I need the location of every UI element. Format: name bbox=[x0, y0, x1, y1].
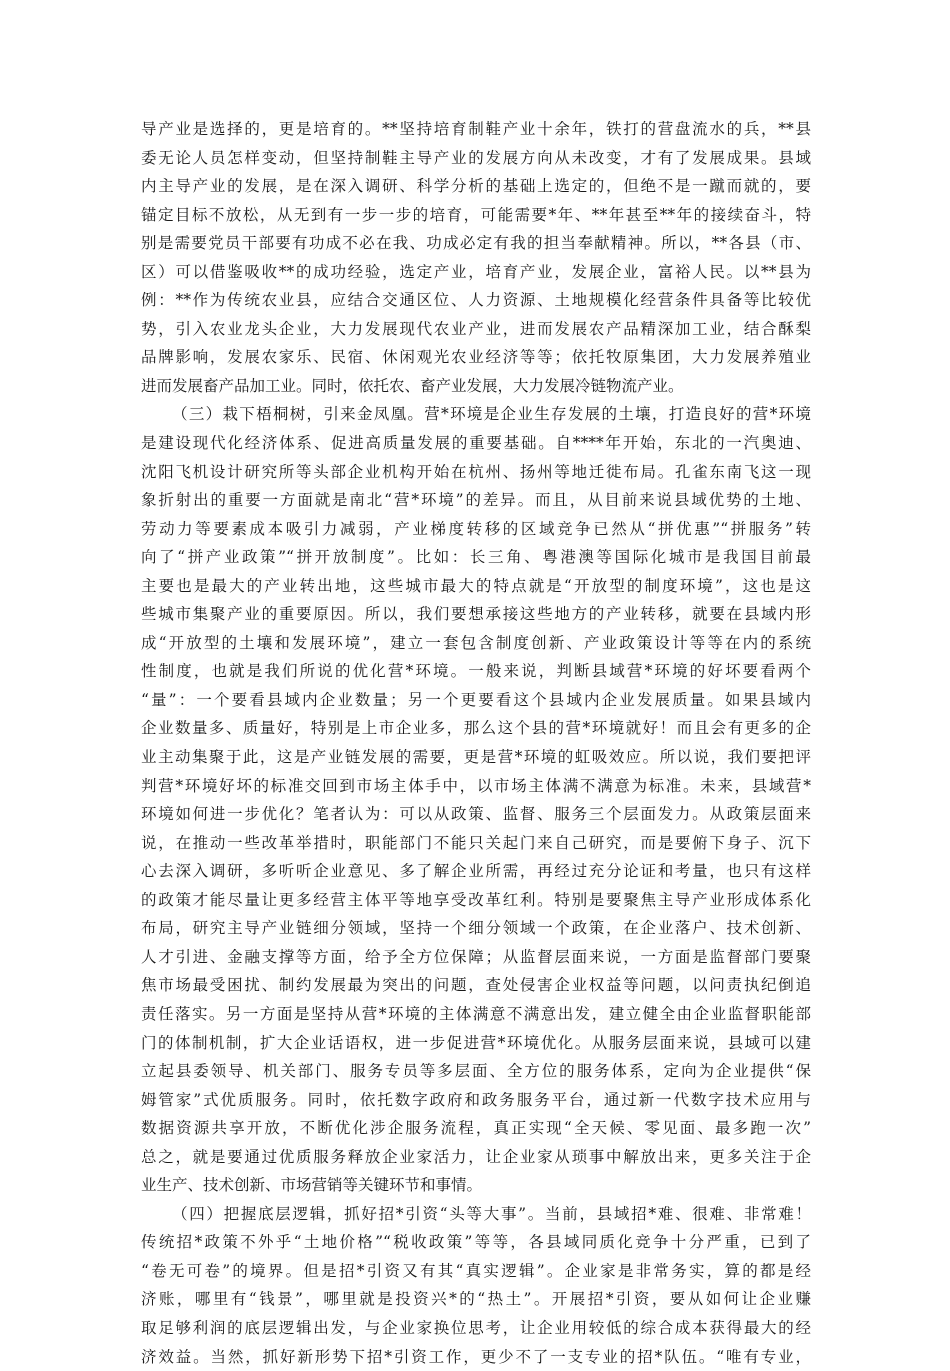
text-line: 进而发展畜产品加工业。同时，依托农、畜产业发展，大力发展冷链物流产业。 bbox=[141, 376, 684, 395]
text-line: 传统招*政策不外乎“土地价格”“税收政策”等等，各县域同质化竞争十分严重，已到了 bbox=[141, 1233, 811, 1252]
text-line: 内主导产业的发展，是在深入调研、科学分析的基础上选定的，但绝不是一蹴而就的，要 bbox=[141, 177, 811, 196]
text-line: 主要也是最大的产业转出地，这些城市最大的特点就是“开放型的制度环境”，这也是这 bbox=[141, 576, 811, 595]
text-line: 势，引入农业龙头企业，大力发展现代农业产业，进而发展农产品精深加工业，结合酥梨 bbox=[141, 319, 811, 338]
text-line: 济账，哪里有“钱景”，哪里就是投资兴*的“热土”。开展招*引资，要从如何让企业赚 bbox=[141, 1290, 811, 1309]
text-line: 成“开放型的土壤和发展环境”，建立一套包含制度创新、产业政策设计等等在内的系统 bbox=[141, 633, 811, 652]
text-line: 立起县委领导、机关部门、服务专员等多层面、全方位的服务体系，定向为企业提供“保 bbox=[141, 1062, 811, 1081]
text-line: 委无论人员怎样变动，但坚持制鞋主导产业的发展方向从未改变，才有了发展成果。县域 bbox=[141, 148, 811, 167]
text-line: 取足够利润的底层逻辑出发，与企业家换位思考，让企业用较低的综合成本获得最大的经 bbox=[141, 1318, 811, 1337]
text-line: 判营*环境好坏的标准交回到市场主体手中，以市场主体满不满意为标准。未来，县域营* bbox=[141, 776, 811, 795]
text-line: “量”：一个要看县域内企业数量；另一个更要看这个县域内企业发展质量。如果县域内 bbox=[141, 690, 811, 709]
text-line: 责任落实。另一方面是坚持从营*环境的主体满意不满意出发，建立健全由企业监督职能部 bbox=[141, 1004, 811, 1023]
text-line: 焦市场最受困扰、制约发展最为突出的问题，查处侵害企业权益等问题，以问责执纪倒追 bbox=[141, 976, 811, 995]
text-line: 象折射出的重要一方面就是南北“营*环境”的差异。而且，从目前来说县域优势的土地、 bbox=[141, 491, 811, 510]
text-line: 心去深入调研，多听听企业意见、多了解企业所需，再经过充分论证和考量，也只有这样 bbox=[141, 862, 811, 881]
text-line: 姆管家”式优质服务。同时，依托数字政府和政务服务平台，通过新一代数字技术应用与 bbox=[141, 1090, 811, 1109]
text-line: 性制度，也就是我们所说的优化营*环境。一般来说，判断县域营*环境的好坏要看两个 bbox=[141, 662, 811, 681]
paragraph-leading-industry bbox=[141, 115, 811, 400]
text-line: （四）把握底层逻辑，抓好招*引资“头等大事”。当前，县域招*难、很难、非常难！ bbox=[172, 1204, 811, 1223]
text-line: 劳动力等要素成本吸引力减弱，产业梯度转移的区域竞争已然从“拼优惠”“拼服务”转 bbox=[141, 519, 811, 538]
text-line: 向了“拼产业政策”“拼开放制度”。比如：长三角、粤港澳等国际化城市是我国目前最 bbox=[141, 548, 811, 567]
text-line: 业主动集聚于此，这是产业链发展的需要，更是营*环境的虹吸效应。所以说，我们要把评 bbox=[141, 748, 811, 767]
text-line: 环境如何进一步优化？笔者认为：可以从政策、监督、服务三个层面发力。从政策层面来 bbox=[141, 805, 811, 824]
text-line: 沈阳飞机设计研究所等头部企业机构开始在杭州、扬州等地迁徙布局。孔雀东南飞这一现 bbox=[141, 462, 811, 481]
text-line: 业生产、技术创新、市场营销等关键环节和事情。 bbox=[141, 1176, 483, 1195]
text-line: 别是需要党员干部要有功成不必在我、功成必定有我的担当奉献精神。所以，**各县（市、 bbox=[141, 234, 811, 253]
text-line: 导产业是选择的，更是培育的。**坚持培育制鞋产业十余年，铁打的营盘流水的兵，**县 bbox=[141, 120, 811, 138]
text-line: 济效益。当然，抓好新形势下招*引资工作，更少不了一支专业的招*队伍。“唯有专业， bbox=[141, 1347, 811, 1366]
text-line: 门的体制机制，扩大企业话语权，进一步促进营*环境优化。从服务层面来说，县域可以建 bbox=[141, 1033, 811, 1052]
text-line: 的政策才能尽量让更多经营主体平等地享受改革红利。特别是要聚焦主导产业形成体系化 bbox=[141, 890, 811, 909]
text-line: 说，在推动一些改革举措时，职能部门不能只关起门来自己研究，而是要俯下身子、沉下 bbox=[141, 833, 811, 852]
document-page bbox=[141, 115, 811, 1371]
text-line: 区）可以借鉴吸收**的成功经验，选定产业，培育产业，发展企业，富裕人民。以**县为 bbox=[141, 262, 811, 281]
text-line: 人才引进、金融支撑等方面，给予全方位保障；从监督层面来说，一方面是监督部门要聚 bbox=[141, 947, 811, 966]
text-line: 是建设现代化经济体系、促进高质量发展的重要基础。自****年开始，东北的一汽奥迪、 bbox=[141, 434, 811, 453]
text-line: 总之，就是要通过优质服务释放企业家活力，让企业家从琐事中解放出来，更多关注于企 bbox=[141, 1147, 811, 1166]
text-line: 例：**作为传统农业县，应结合交通区位、人力资源、土地规模化经营条件具备等比较优 bbox=[141, 291, 811, 310]
text-line: 布局，研究主导产业链细分领域，坚持一个细分领域一个政策，在企业落户、技术创新、 bbox=[141, 919, 811, 938]
text-line: （三）栽下梧桐树，引来金凤凰。营*环境是企业生存发展的土壤，打造良好的营*环境 bbox=[172, 405, 811, 424]
text-line: “卷无可卷”的境界。但是招*引资又有其“真实逻辑”。企业家是非常务实，算的都是经 bbox=[141, 1261, 811, 1280]
paragraph-investment-attraction bbox=[141, 1200, 811, 1371]
text-line: 数据资源共享开放，不断优化涉企服务流程，真正实现“全天候、零见面、最多跑一次” bbox=[141, 1119, 811, 1138]
text-line: 品牌影响，发展农家乐、民宿、休闲观光农业经济等等；依托牧原集团，大力发展养殖业 bbox=[141, 348, 811, 367]
text-line: 些城市集聚产业的重要原因。所以，我们要想承接这些地方的产业转移，就要在县域内形 bbox=[141, 605, 811, 624]
paragraph-business-environment bbox=[141, 400, 811, 1199]
text-line: 企业数量多、质量好，特别是上市企业多，那么这个县的营*环境就好！而且会有更多的企 bbox=[141, 719, 811, 738]
text-line: 锚定目标不放松，从无到有一步一步的培育，可能需要*年、**年甚至**年的接续奋斗，特 bbox=[141, 205, 811, 224]
